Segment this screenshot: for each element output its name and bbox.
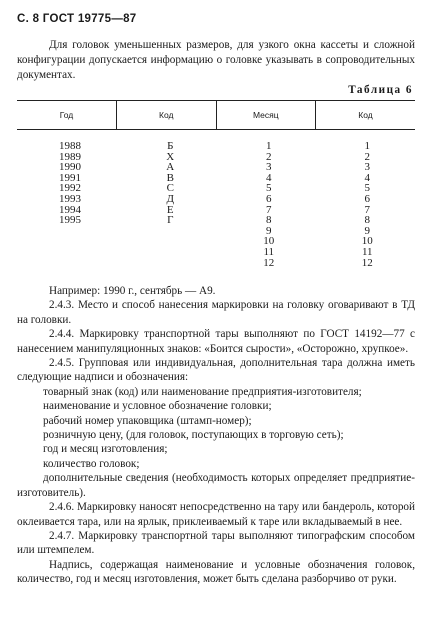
cell-month-code: 2 xyxy=(364,150,370,163)
cell-year: 1992 xyxy=(59,182,81,195)
cell-month: 3 xyxy=(266,161,272,174)
cell-year-code: Х xyxy=(166,150,175,163)
cell-year: 1989 xyxy=(59,150,81,163)
column-header-year: Год xyxy=(17,101,117,130)
intro-paragraph: Для головок уменьшенных размеров, для узкого окна кассеты и сложной конфигурации допускается информацию о головке указывать в сопроводительных документах. xyxy=(17,39,415,81)
cell-month: 11 xyxy=(263,245,275,258)
cell-year-code: Д xyxy=(166,192,174,205)
cell-month-code: 12 xyxy=(361,256,373,269)
cell-month-code: 1 xyxy=(364,140,370,152)
body-paragraph: розничную цену, (для головок, поступающих в торговую сеть); xyxy=(43,429,344,442)
cell-month-code: 10 xyxy=(361,235,373,248)
cell-year-code xyxy=(117,236,217,247)
cell-month-code: 6 xyxy=(364,192,370,205)
table-row xyxy=(17,258,415,269)
cell-year-code xyxy=(117,247,217,258)
body-paragraph: товарный знак (код) или наименование предприятия-изготовителя; xyxy=(43,385,362,398)
table-row xyxy=(17,194,415,205)
cell-month: 9 xyxy=(266,224,272,237)
body-paragraph: год и месяц изготовления; xyxy=(43,443,168,456)
body-paragraph: дополнительные сведения (необходимость которых определяет предприятие-изготовитель). xyxy=(17,472,415,499)
cell-year-code: С xyxy=(166,182,174,195)
cell-year: 1988 xyxy=(59,140,81,152)
intro-block xyxy=(17,38,415,83)
cell-year: 1991 xyxy=(59,171,81,184)
cell-year: 1995 xyxy=(59,214,81,227)
body-paragraph: 2.4.6. Маркировку наносят непосредственно на тару или бандероль, которой оклеивается тара, или на ярлык, приклеиваемый к таре или вкладываемый в нее. xyxy=(17,501,415,528)
body-paragraph: количество головок; xyxy=(43,457,140,470)
cell-month-code: 8 xyxy=(364,214,370,227)
table-row xyxy=(17,226,415,237)
cell-month-code: 9 xyxy=(364,224,370,237)
cell-year-code: Б xyxy=(167,140,174,152)
table-row xyxy=(17,130,415,152)
cell-month: 6 xyxy=(266,192,272,205)
table-row xyxy=(17,247,415,258)
cell-year-code: Г xyxy=(167,214,174,227)
cell-month: 5 xyxy=(266,182,272,195)
cell-month: 4 xyxy=(266,171,272,184)
cell-month-code: 5 xyxy=(364,182,370,195)
cell-month: 12 xyxy=(263,256,275,269)
cell-year xyxy=(17,226,117,237)
page-header: С. 8 ГОСТ 19775—87 xyxy=(17,13,137,25)
body-paragraph: 2.4.5. Групповая или индивидуальная, дополнительная тара должна иметь следующие надписи и обозначения: xyxy=(17,357,415,384)
column-header-month: Месяц xyxy=(216,101,316,130)
cell-year xyxy=(17,247,117,258)
cell-year: 1993 xyxy=(59,192,81,205)
cell-year xyxy=(17,258,117,269)
cell-year-code xyxy=(117,226,217,237)
cell-month-code: 7 xyxy=(364,203,370,216)
body-paragraph: рабочий номер упаковщика (штамп-номер); xyxy=(43,414,252,427)
body-paragraph: Надпись, содержащая наименование и условные обозначения головок, количество, год и месяц изготовления, может быть сделана разборчиво от руки. xyxy=(17,558,415,586)
cell-year-code: А xyxy=(166,161,175,174)
cell-month: 10 xyxy=(263,235,275,248)
cell-year-code: В xyxy=(166,171,174,184)
table-row xyxy=(17,215,415,226)
table-row xyxy=(17,236,415,247)
column-header-code: Код xyxy=(117,101,217,130)
body-text xyxy=(17,284,415,587)
cell-month-code: 11 xyxy=(361,245,373,258)
cell-year: 1994 xyxy=(59,203,81,216)
body-paragraph: наименование и условное обозначение головки; xyxy=(43,400,272,413)
body-paragraph: 2.4.3. Место и способ нанесения маркировки на головку оговаривают в ТД на головки. xyxy=(17,299,415,326)
table-caption: Таблица 6 xyxy=(348,84,413,96)
cell-month-code: 4 xyxy=(364,171,370,184)
cell-month: 8 xyxy=(266,214,272,227)
table-header-row xyxy=(17,101,415,130)
column-header-code: Код xyxy=(316,101,416,130)
year-month-code-table xyxy=(17,100,415,268)
body-paragraph: Например: 1990 г., сентябрь — А9. xyxy=(49,285,216,297)
cell-year-code xyxy=(117,258,217,269)
cell-month-code: 3 xyxy=(364,161,370,174)
cell-year-code: Е xyxy=(166,203,174,216)
cell-year xyxy=(17,236,117,247)
body-paragraph: 2.4.4. Маркировку транспортной тары выполняют по ГОСТ 14192—77 с нанесением манипуляционных знаков: «Боится сырости», «Осторожно, хрупкое». xyxy=(17,328,415,355)
cell-month: 2 xyxy=(266,150,272,163)
cell-month: 7 xyxy=(266,203,272,216)
cell-month: 1 xyxy=(266,140,272,152)
body-paragraph: 2.4.7. Маркировку транспортной тары выполняют типографским способом или штемпелем. xyxy=(17,529,415,557)
cell-year: 1990 xyxy=(59,161,81,174)
